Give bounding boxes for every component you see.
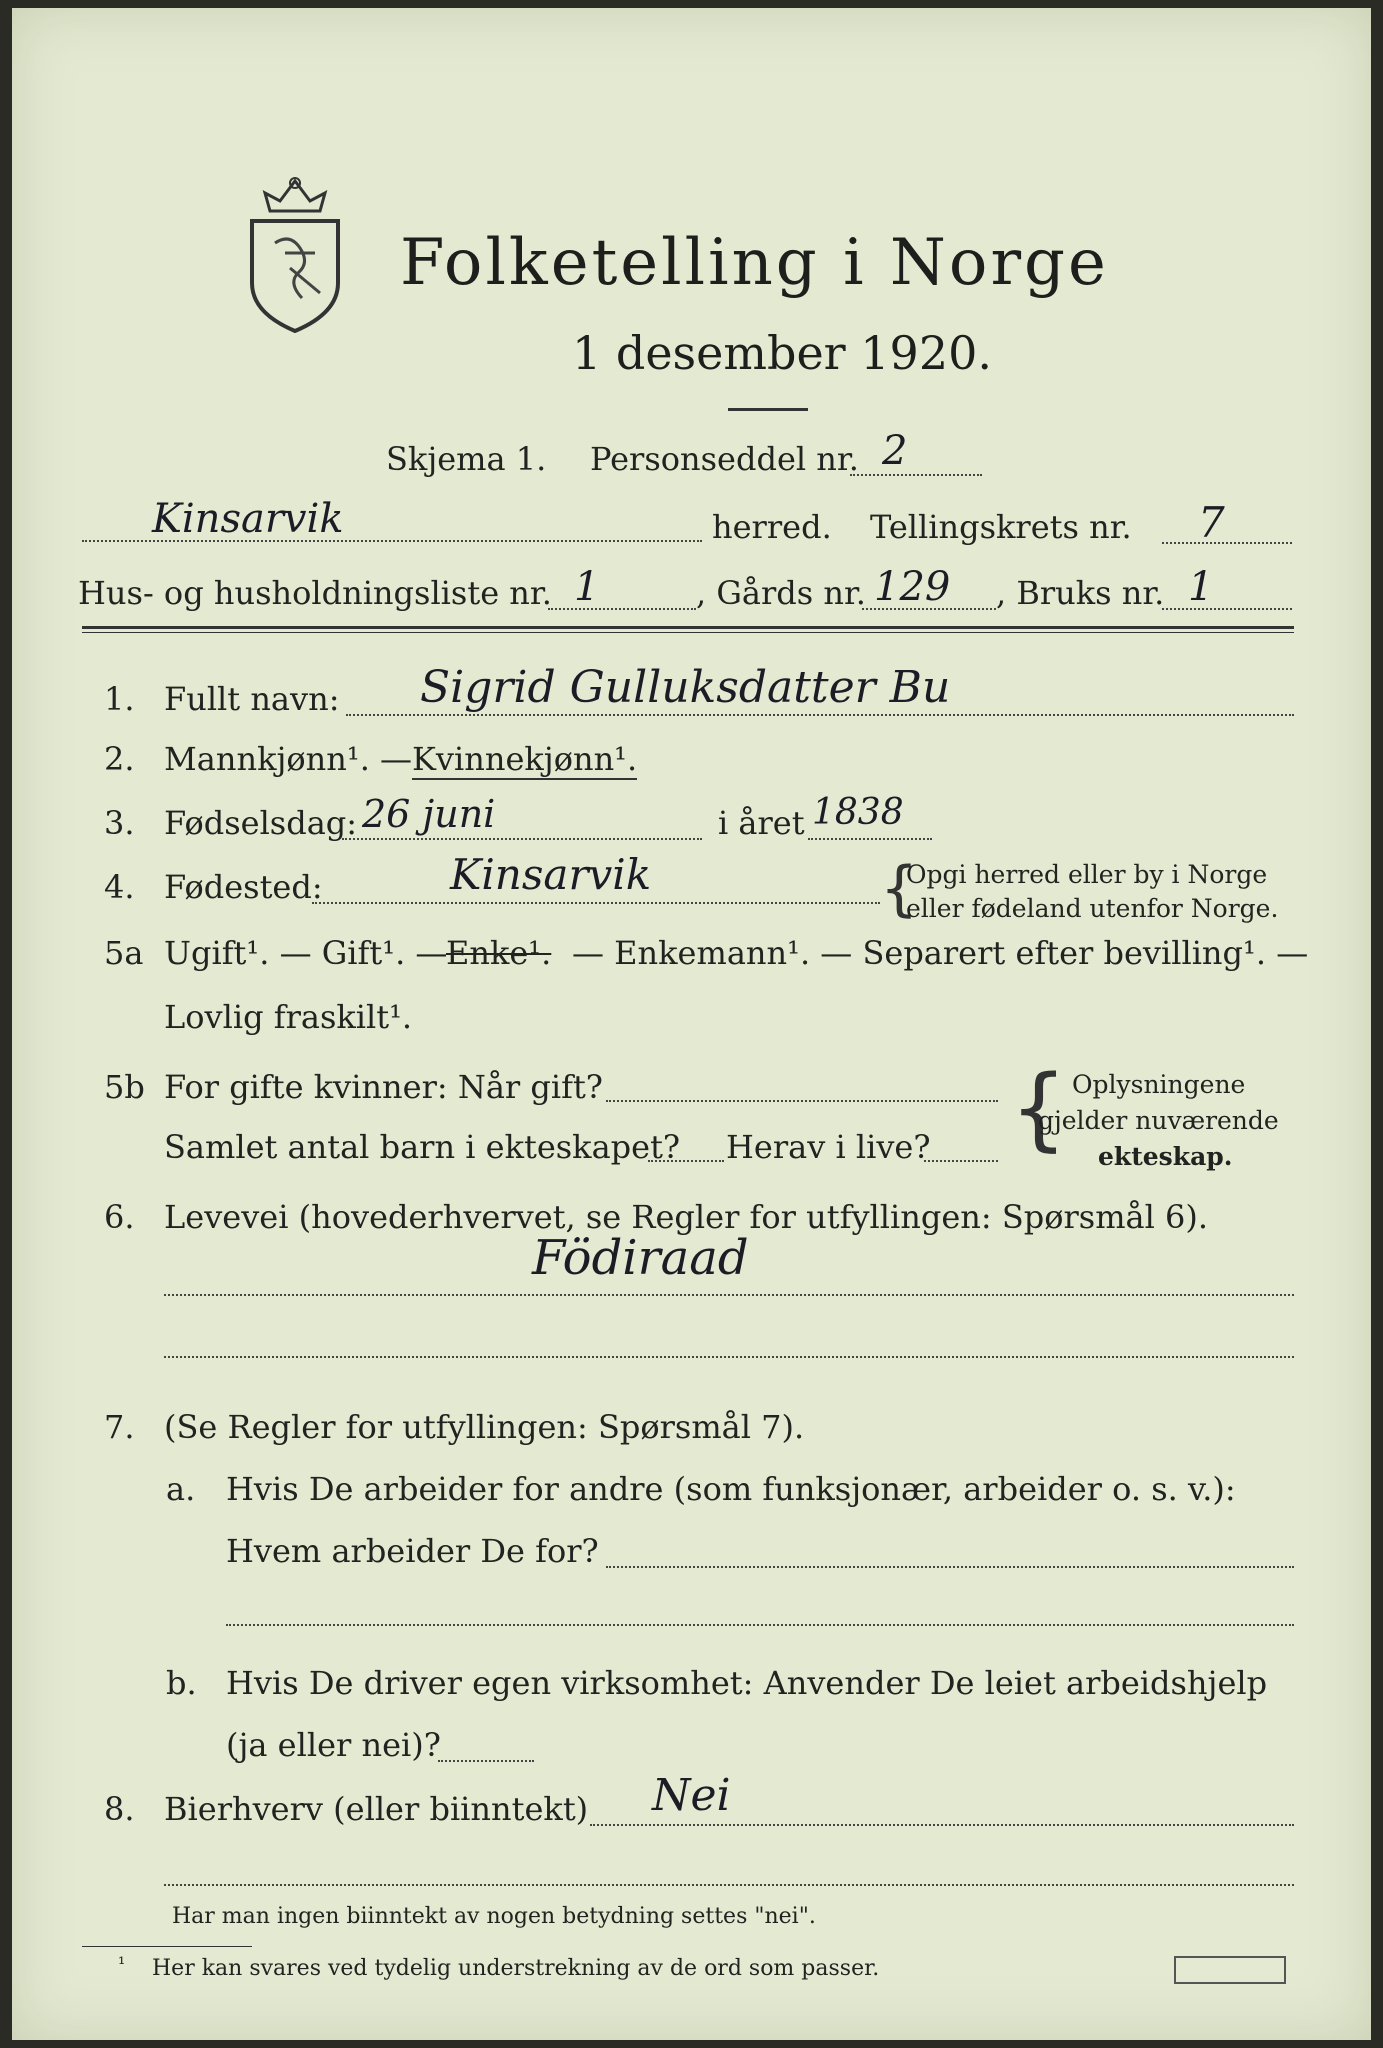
tellingskrets-label: Tellingskrets nr.: [870, 508, 1132, 546]
q7-number: 7.: [104, 1408, 135, 1446]
q2-label-male: Mannkjønn¹. —: [164, 740, 413, 778]
q1-line[interactable]: [346, 714, 1294, 716]
q4-number: 4.: [104, 868, 135, 906]
personseddel-line[interactable]: [850, 474, 982, 476]
footnote-mark: ¹: [118, 1954, 126, 1975]
q5a-options-c: — Enkemann¹. — Separert efter bevilling¹. —: [572, 934, 1309, 972]
q5b-number: 5b: [104, 1068, 145, 1106]
q5b-label-2: Samlet antal barn i ekteskapet?: [164, 1128, 681, 1166]
gards-value[interactable]: 129: [874, 564, 951, 610]
q5b-note-3: ekteskap.: [1098, 1142, 1233, 1171]
q1-value[interactable]: Sigrid Gulluksdatter Bu: [420, 662, 951, 713]
q7b-label-1: Hvis De driver egen virksomhet: Anvender De leiet arbeidshjelp: [226, 1664, 1268, 1702]
q3-year-label: i året: [718, 804, 805, 842]
q3-value[interactable]: 26 juni: [362, 792, 496, 836]
footnote-text: Her kan svares ved tydelig understrekning av de ord som passer.: [152, 1956, 880, 1981]
coat-of-arms-icon: [240, 173, 350, 333]
q7a-number: a.: [166, 1470, 196, 1508]
personseddel-label: Personseddel nr.: [590, 440, 859, 478]
q5a-option-enke[interactable]: Enke¹.: [446, 934, 552, 972]
q5b-note-2: gjelder nuværende: [1038, 1106, 1279, 1135]
q7a-label-1: Hvis De arbeider for andre (som funksjonær, arbeider o. s. v.):: [226, 1470, 1236, 1508]
hus-line[interactable]: [548, 608, 696, 610]
tellingskrets-line[interactable]: [1162, 542, 1292, 544]
hus-value[interactable]: 1: [574, 564, 600, 610]
herred-label: herred.: [712, 508, 832, 546]
q1-label: Fullt navn:: [164, 680, 340, 718]
q7b-label-2: (ja eller nei)?: [226, 1726, 441, 1764]
q5a-number: 5a: [104, 934, 144, 972]
q5b-line-2[interactable]: [648, 1160, 724, 1162]
q2-number: 2.: [104, 740, 135, 778]
q5b-brace: {: [1010, 1056, 1068, 1161]
q3-label: Fødselsdag:: [164, 804, 358, 842]
q6-line-1[interactable]: [164, 1294, 1294, 1296]
q8-value[interactable]: Nei: [652, 1770, 731, 1821]
q4-note-2: eller fødeland utenfor Norge.: [906, 894, 1279, 923]
census-form-page: [12, 8, 1371, 2040]
q5a-options-a: Ugift¹. — Gift¹. —: [164, 934, 448, 972]
bruks-label: , Bruks nr.: [996, 574, 1165, 612]
q6-number: 6.: [104, 1198, 135, 1236]
personseddel-value[interactable]: 2: [882, 428, 908, 474]
q7a-label-2: Hvem arbeider De for?: [226, 1532, 599, 1570]
q5b-label-1: For gifte kvinner: Når gift?: [164, 1068, 603, 1106]
q7-label: (Se Regler for utfyllingen: Spørsmål 7).: [164, 1408, 805, 1446]
printer-stamp: [1174, 1956, 1286, 1984]
header-separator: [82, 626, 1294, 629]
q5b-line-3[interactable]: [924, 1160, 998, 1162]
q5b-note-1: Oplysningene: [1072, 1070, 1246, 1099]
q7a-line-2[interactable]: [226, 1624, 1294, 1626]
q2-label-female[interactable]: Kvinnekjønn¹.: [412, 740, 638, 778]
q8-line-2[interactable]: [164, 1884, 1294, 1886]
q4-brace: {: [880, 854, 919, 924]
schema-label: Skjema 1.: [386, 440, 547, 478]
q6-value[interactable]: Födiraad: [532, 1230, 749, 1286]
q3-year-line[interactable]: [808, 838, 932, 840]
q5b-label-3: Herav i live?: [726, 1128, 931, 1166]
hus-label: Hus- og husholdningsliste nr.: [78, 574, 552, 612]
q5a-options-d: Lovlig fraskilt¹.: [164, 998, 413, 1036]
gards-label: , Gårds nr.: [696, 574, 866, 612]
q3-line[interactable]: [342, 838, 702, 840]
q5b-line-1[interactable]: [606, 1100, 998, 1102]
q6-line-2[interactable]: [164, 1356, 1294, 1358]
form-title: Folketelling i Norge: [400, 226, 1109, 300]
footer-note: Har man ingen biinntekt av nogen betydning settes "nei".: [172, 1904, 816, 1929]
title-divider: [728, 408, 808, 411]
q4-line[interactable]: [312, 902, 880, 904]
q7b-number: b.: [166, 1664, 197, 1702]
q8-line[interactable]: [590, 1824, 1294, 1826]
q4-label: Fødested:: [164, 868, 323, 906]
q7b-line[interactable]: [438, 1760, 534, 1762]
q7a-line-1[interactable]: [606, 1566, 1294, 1568]
bruks-line[interactable]: [1162, 608, 1292, 610]
herred-value[interactable]: Kinsarvik: [152, 496, 344, 542]
q4-note-1: Opgi herred eller by i Norge: [906, 860, 1268, 889]
q4-value[interactable]: Kinsarvik: [450, 850, 652, 899]
header-separator-thin: [82, 632, 1294, 633]
q1-number: 1.: [104, 680, 135, 718]
tellingskrets-value[interactable]: 7: [1198, 498, 1225, 547]
q8-number: 8.: [104, 1790, 135, 1828]
q3-number: 3.: [104, 804, 135, 842]
footnote-rule: [82, 1946, 252, 1947]
q6-label: Levevei (hovederhvervet, se Regler for utfyllingen: Spørsmål 6).: [164, 1198, 1209, 1236]
bruks-value[interactable]: 1: [1188, 564, 1214, 610]
q8-label: Bierhverv (eller biinntekt): [164, 1790, 589, 1828]
census-date: 1 desember 1920.: [572, 326, 992, 380]
q3-year-value[interactable]: 1838: [812, 792, 904, 833]
